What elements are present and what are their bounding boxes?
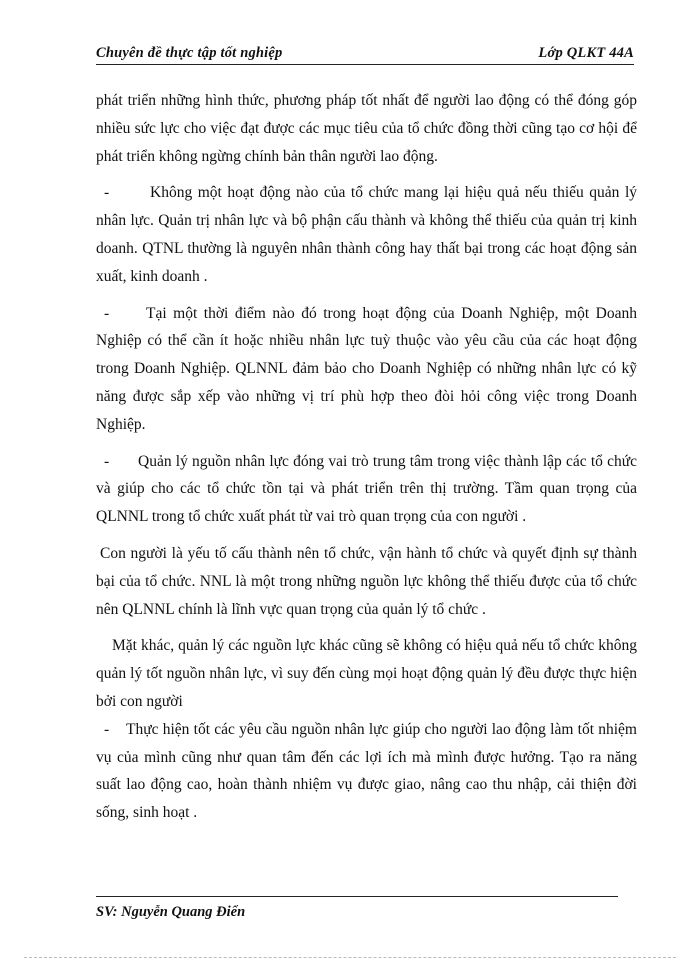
- paragraph-text: Mặt khác, quản lý các nguồn lực khác cũng sẽ không có hiệu quả nếu tổ chức không quản lý tốt nguồn nhân lực, vì suy đến cùng mọi hoạt động quản lý đều được thực hiện bởi con người: [96, 637, 637, 710]
- paragraph-text: Thực hiện tốt các yêu cầu nguồn nhân lực giúp cho người lao động làm tốt nhiệm vụ của mình cũng như quan tâm đến các lợi ích mà mình được hưởng. Tạo ra năng suất lao động cao, hoàn thành nhiệm vụ được giao, nâng cao thu nhập, cải thiện đời sống, sinh hoạt .: [96, 720, 637, 822]
- paragraph: [96, 87, 637, 170]
- bullet-paragraph: [96, 179, 637, 290]
- paragraph-text: Con người là yếu tố cấu thành nên tổ chức, vận hành tổ chức và quyết định sự thành bại của tổ chức. NNL là một trong những nguồn lực không thể thiếu được của tổ chức nên QLNNL chính là lĩnh vực quan trọng của quản lý tổ chức .: [96, 544, 637, 618]
- paragraph-text: Quản lý nguồn nhân lực đóng vai trò trung tâm trong việc thành lập các tổ chức và giúp cho các tổ chức tồn tại và phát triển trên thị trường. Tầm quan trọng của QLNNL trong tổ chức xuất phát từ vai trò quan trọng của con người .: [96, 452, 637, 526]
- bullet-marker: -: [104, 452, 110, 470]
- footer-rule: [96, 896, 618, 898]
- paragraph: [96, 632, 637, 715]
- paragraph: [96, 540, 637, 623]
- paragraph-text: phát triển những hình thức, phương pháp tốt nhất để người lao động có thể đóng góp nhiều sức lực cho việc đạt được các mục tiêu của tổ chức đồng thời cũng tạo cơ hội để phát triển không ngừng chính bản thân người lao động.: [96, 92, 637, 165]
- bullet-paragraph: [96, 300, 637, 439]
- page-header: [96, 40, 634, 65]
- page-bottom-divider: [24, 957, 676, 958]
- header-class: Lớp QLKT 44A: [538, 45, 634, 61]
- bullet-marker: -: [104, 184, 110, 202]
- bullet-paragraph: [96, 716, 637, 827]
- bullet-marker: -: [104, 720, 110, 738]
- document-body: [96, 87, 637, 836]
- paragraph-text: Tại một thời điểm nào đó trong hoạt động của Doanh Nghiệp, một Doanh Nghiệp có thể cần ít hoặc nhiều nhân lực tuỳ thuộc vào yêu cầu của các hoạt động trong Doanh Nghiệp. QLNNL đảm bảo cho Doanh Nghiệp có những nhân lực có kỹ năng được sắp xếp vào những vị trí phù hợp theo đòi hỏi công việc trong Doanh Nghiệp.: [96, 304, 637, 433]
- paragraph-text: Không một hoạt động nào của tổ chức mang lại hiệu quả nếu thiếu quản lý nhân lực. Quản trị nhân lực và bộ phận cấu thành và không thể thiếu của quản trị kinh doanh. QTNL thường là nguyên nhân thành công hay thất bại trong các hoạt động sản xuất, kinh doanh .: [96, 184, 637, 285]
- footer-author: SV: Nguyễn Quang Điển: [96, 904, 246, 920]
- bullet-marker: -: [104, 304, 110, 322]
- header-title: Chuyên đề thực tập tốt nghiệp: [96, 45, 283, 61]
- bullet-paragraph: [96, 448, 637, 531]
